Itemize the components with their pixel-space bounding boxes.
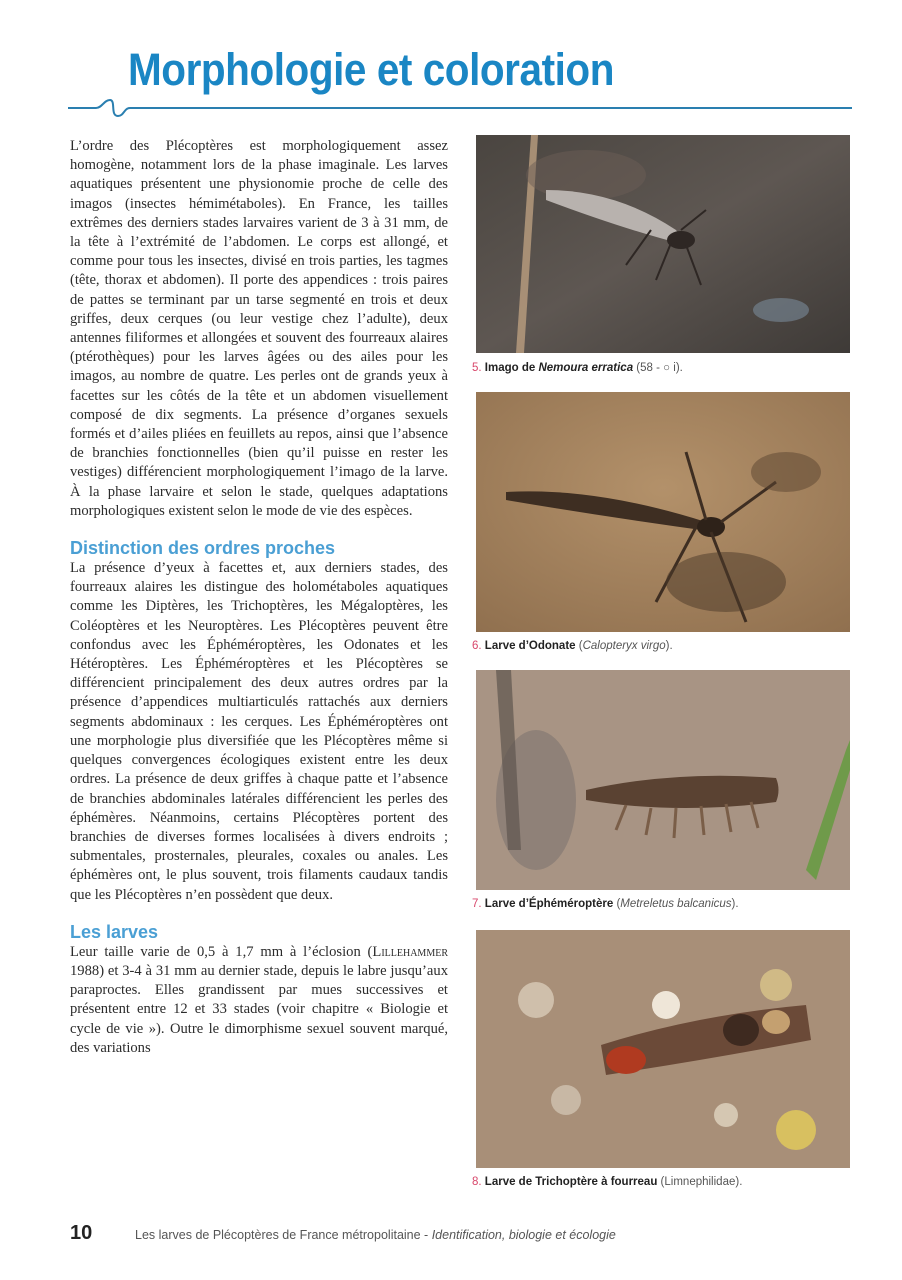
- figure-title: Larve de Trichoptère à fourreau: [484, 1176, 658, 1188]
- page-number: 10: [70, 1222, 93, 1244]
- figure-title: Larve d’Odonate: [484, 640, 576, 652]
- section-heading-distinction: Distinction des ordres proches: [70, 538, 336, 559]
- figure-detail: Metreletus balcanicus: [620, 898, 732, 910]
- intro-paragraph: L’ordre des Plécoptères est morphologiquement assez homogène, notamment lors de la phase imaginale. Les larves aquatiques présentent une physionomie proche de celle des imagos (insectes hémimétaboles). En France, les tailles extrêmes des derniers stades larvaires varient de 3 à 31 mm, de la tête à l’extrémité de l’abdomen. Le corps est allongé, et comme pour tous les insectes, divisé en trois parties, les tagmes (tête, thorax et abdomen). Il porte des appendices : trois paires de pattes se terminant par un tarse segmenté en trois et deux griffes, deux cerques (ou leur vestige chez l’adulte), deux antennes filiformes et allongées et souvent des fourreaux alaires (ptérothèques) pour les larves âgées ou des ailes pour les imagos, au nombre de quatre. Les perles ont de grands yeux à facettes sur les côtés de la tête et un abdomen visuellement composé de dix segments. La présence d’organes sexuels formés et d’ailes pliées en feuillets au repos, ainsi que l’absence de branchies fonctionnelles (bien qu’il puisse en rester les vestiges) différencient morphologiquement l’imago de la larve. À la phase larvaire et selon le stade, quelques adaptations morphologiques existent selon le mode de vie des espèces.: [70, 138, 448, 519]
- book-subtitle: Identification, biologie et écologie: [431, 1228, 616, 1242]
- figure-title: Larve d’Éphéméroptère: [484, 898, 614, 910]
- figure-number: 7: [472, 898, 479, 910]
- photo-metreletus-balcanicus: [476, 670, 850, 890]
- paragraph-text: 1988) et 3-4 à 31 mm au dernier stade, depuis le labre jusqu’aux paraproctes. Elles grandissent par mues successives et présentent entre 12 et 33 stades (voir chapitre « Biologie et cycle de vie »). Outre le dimorphisme sexuel souvent marqué, des variations: [70, 962, 448, 1056]
- title-divider: [68, 96, 852, 120]
- figure-detail: Calopteryx virgo: [582, 640, 666, 652]
- figure-number: 8: [472, 1176, 479, 1188]
- figure-caption: 6. Larve d’Odonate (Calopteryx virgo).: [472, 640, 673, 652]
- reference-author: Lillehammer: [372, 943, 448, 960]
- text-column: [70, 137, 448, 1058]
- book-title: Les larves de Plécoptères de France métropolitaine -: [135, 1228, 432, 1242]
- figure-caption: 5. Imago de Nemoura erratica (58 - ○ i).: [472, 362, 683, 374]
- photo-calopteryx-virgo: [476, 392, 850, 632]
- figure-detail: (58 - ○ i).: [633, 362, 683, 374]
- paragraph-text: Leur taille varie de 0,5 à 1,7 mm à l’éclosion (: [70, 943, 373, 960]
- running-footer: [135, 1228, 616, 1242]
- photo-nemoura-erratica: [476, 135, 850, 353]
- section-heading-larves: Les larves: [70, 921, 159, 942]
- figure-number: 6: [472, 640, 479, 652]
- figure-title: Imago de Nemoura erratica: [484, 362, 634, 374]
- section-paragraph-larves: [70, 943, 448, 1058]
- figure-caption: 7. Larve d’Éphéméroptère (Metreletus balcanicus).: [472, 898, 739, 910]
- figure-caption: 8. Larve de Trichoptère à fourreau (Limnephilidae).: [472, 1176, 743, 1188]
- figure-number: 5: [472, 362, 479, 374]
- figure-detail: Limnephilidae: [664, 1176, 736, 1188]
- page-title: Morphologie et coloration: [128, 44, 614, 95]
- section-paragraph-distinction: La présence d’yeux à facettes et, aux derniers stades, des fourreaux alaires les distingue des holométaboles aquatiques comme les Diptères, les Trichoptères, les Mégaloptères, les Coléoptères et les Neuroptères. Les Plécoptères peuvent être confondus avec les Éphéméroptères, les Odonates et les Hétéroptères. Les Éphéméroptères et les Plécoptères se différencient principalement des deux autres ordres par la présence d’appendices multiarticulés rattachés aux derniers segments abdominaux : les cerques. Les Éphéméroptères ont une morphologie plus diversifiée que les Plécoptères même si quelques convergences écologiques existent entre les deux ordres. La présence de deux griffes à chaque patte et l’absence de branchies abdominales latérales différencient les perles des éphémères. Néanmoins, certains Plécoptères portent des branchies de diverses formes localisées à divers endroits ; submentales, prosternales, pleurales, coxales ou anales. Les éphémères ont, le plus souvent, trois filaments caudaux tandis que les Plécoptères n’en possèdent que deux.: [70, 560, 448, 903]
- photo-limnephilidae: [476, 930, 850, 1168]
